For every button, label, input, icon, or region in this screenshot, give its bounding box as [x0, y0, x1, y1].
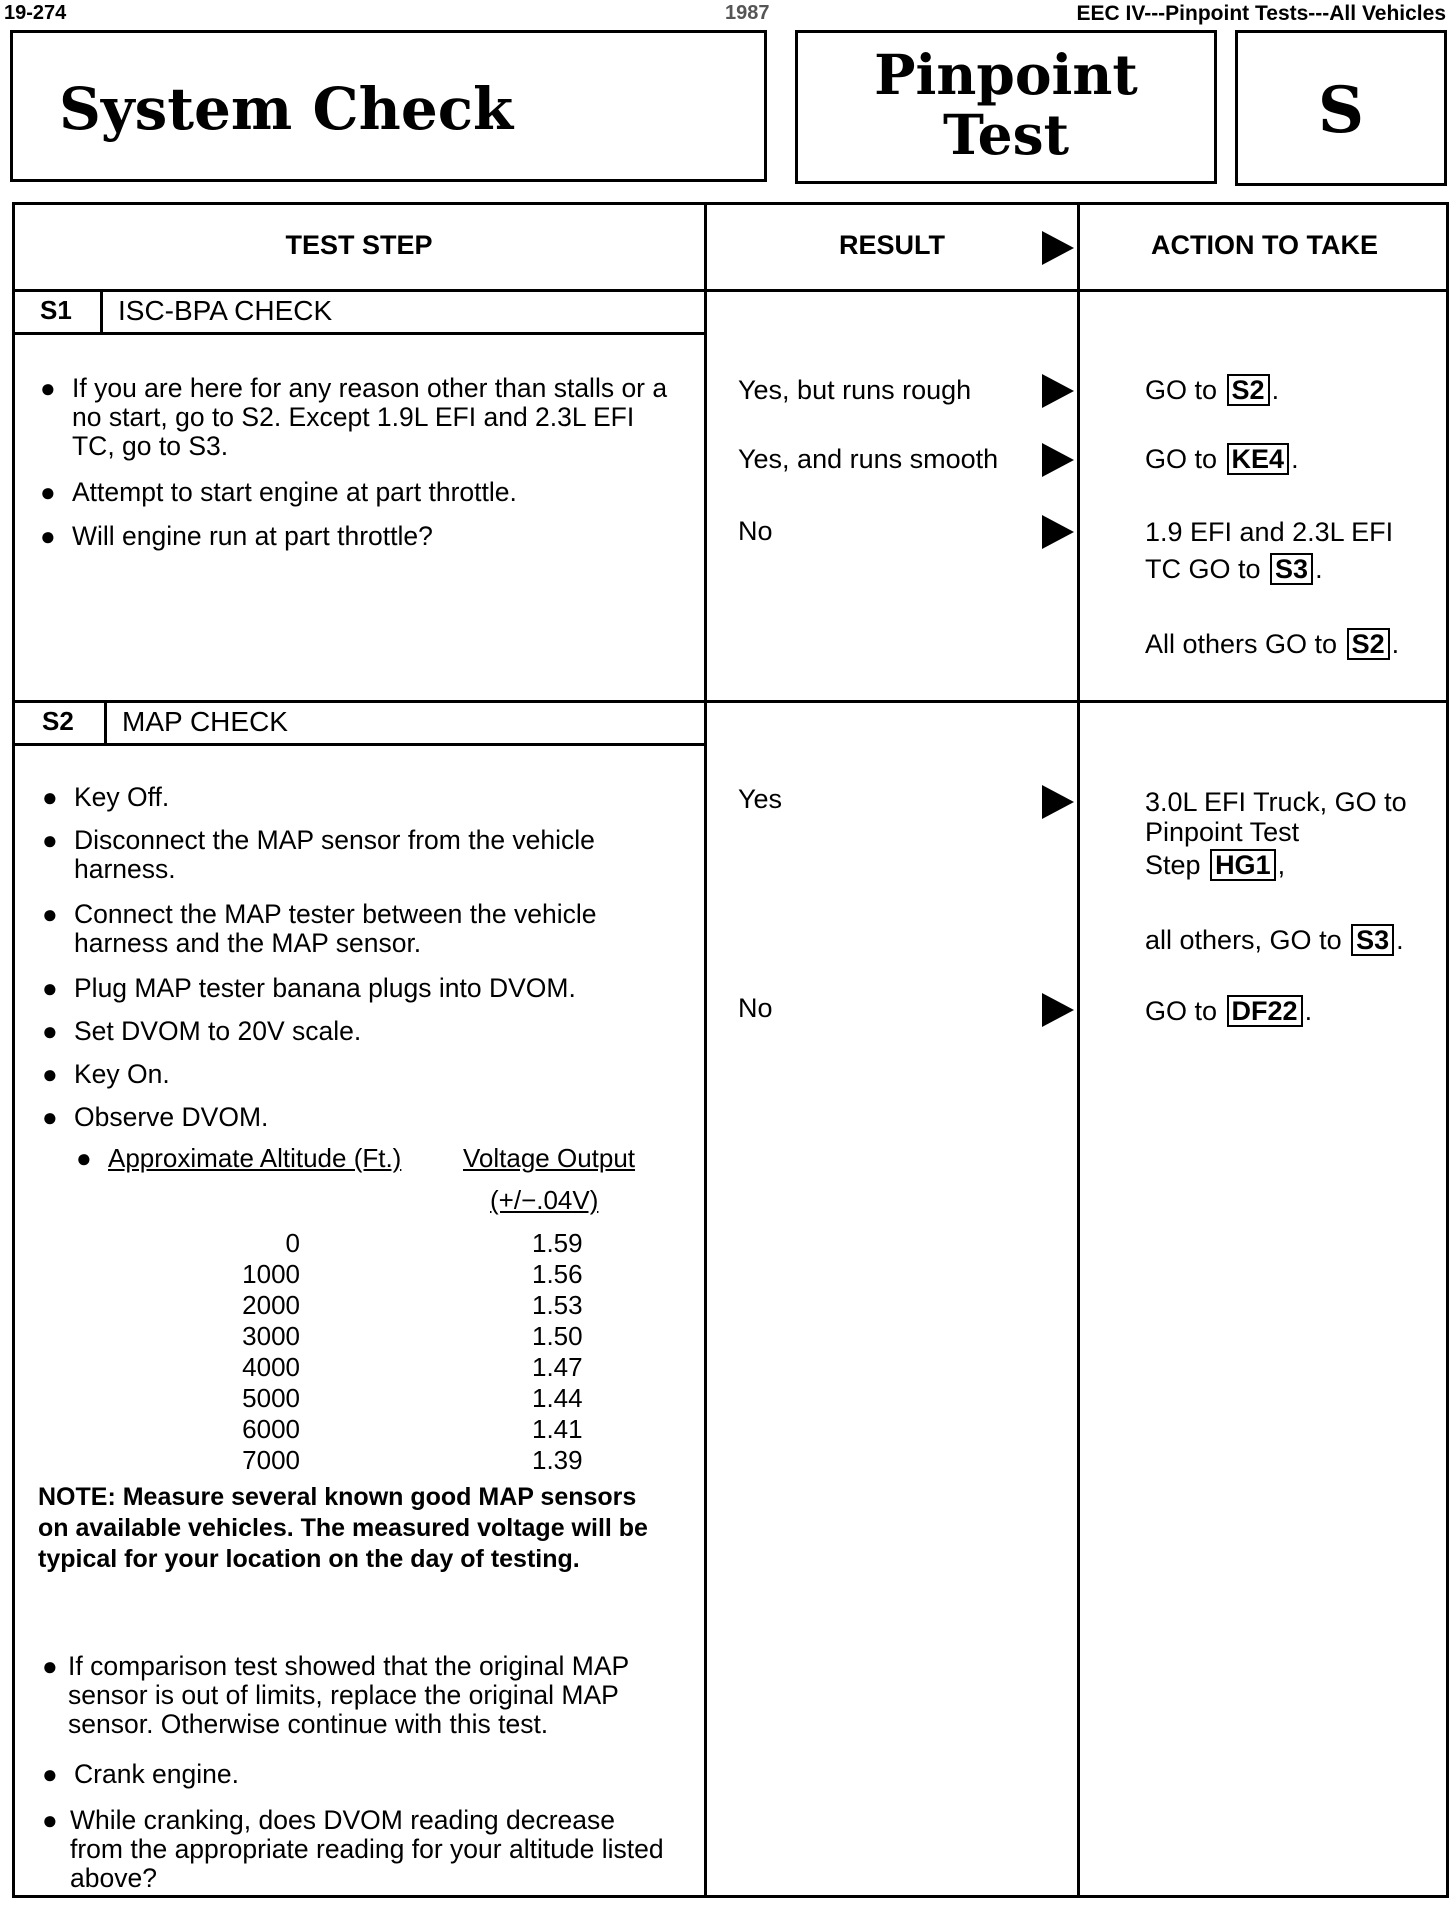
s2-bullet-5-text: Set DVOM to 20V scale.: [74, 1016, 362, 1046]
s1-action-3-line1: 1.9 EFI and 2.3L EFI: [1145, 517, 1394, 547]
s2-bullet-3-text: Connect the MAP tester between the vehicle harness and the MAP sensor.: [74, 899, 597, 958]
bullet-icon: ●: [40, 521, 56, 551]
punct: .: [1304, 996, 1313, 1026]
s2-bullet-4-text: Plug MAP tester banana plugs into DVOM.: [74, 973, 576, 1003]
s1-result-2: Yes, and runs smooth: [738, 444, 999, 474]
arrow-right-icon: [1042, 785, 1074, 819]
s2-bullet-4: [42, 974, 682, 1003]
s2-code: S2: [42, 706, 74, 736]
s1-result-3: No: [738, 516, 773, 546]
altitude-col-header: Approximate Altitude (Ft.): [108, 1143, 402, 1173]
bullet-icon: ●: [42, 1016, 58, 1046]
altitude-value: 6000: [242, 1414, 300, 1444]
bullet-icon: ●: [40, 373, 56, 403]
s1-action-3: [1145, 517, 1393, 585]
year-label: 1987: [725, 2, 770, 24]
bullet-icon: ●: [42, 1102, 58, 1132]
s2-action-1-line2: Pinpoint Test: [1145, 817, 1300, 847]
s2-bullet-7: [42, 1103, 682, 1132]
section-title: EEC IV---Pinpoint Tests---All Vehicles: [1076, 2, 1446, 25]
bullet-icon: ●: [42, 782, 58, 812]
s2-action-3: [1145, 995, 1312, 1027]
s2-bullet-1-text: Key Off.: [74, 782, 170, 812]
s1-action-4: [1145, 628, 1399, 660]
s1-bullet-3: [40, 522, 680, 551]
s2-bullet-9: [42, 1760, 682, 1789]
bullet-icon: ●: [42, 1651, 58, 1681]
arrow-right-icon: [1042, 515, 1074, 549]
s2-bullet-9-text: Crank engine.: [74, 1759, 239, 1789]
bullet-icon: ●: [40, 477, 56, 507]
voltage-value: 1.50: [532, 1321, 583, 1351]
bullet-icon: ●: [42, 1059, 58, 1089]
col-test-step: TEST STEP: [285, 230, 433, 260]
altitude-value: 1000: [242, 1259, 300, 1289]
s2-bullet-10-text: While cranking, does DVOM reading decrease from the appropriate reading for your altitude listed above?: [70, 1805, 664, 1893]
step-ref-s3[interactable]: S3: [1270, 553, 1313, 585]
s2-action-1-text: Step: [1145, 850, 1201, 880]
altitude-value: 5000: [242, 1383, 300, 1413]
s2-bullet-3: [42, 900, 662, 958]
measurement-note: NOTE: Measure several known good MAP sensors on available vehicles. The measured voltage will be typical for your location on the day of testing.: [38, 1483, 648, 1573]
voltage-col-header: Voltage Output: [463, 1143, 636, 1173]
voltage-value: 1.53: [532, 1290, 583, 1320]
s1-action-4-text: All others GO to: [1145, 629, 1338, 659]
voltage-value: 1.59: [532, 1228, 583, 1258]
s2-result-1: Yes: [738, 784, 783, 814]
punct: .: [1291, 444, 1299, 474]
s1-bullet-1: [40, 374, 680, 461]
pinpoint-title-line2: Test: [943, 102, 1069, 167]
step-ref-s3[interactable]: S3: [1351, 924, 1394, 956]
s1-code: S1: [40, 295, 72, 325]
altitude-value: 2000: [242, 1290, 300, 1320]
bullet-icon: ●: [42, 899, 58, 929]
punct: .: [1271, 375, 1280, 405]
punct: .: [1391, 629, 1400, 659]
punct: ,: [1277, 850, 1286, 880]
pinpoint-test-title: [798, 42, 1214, 167]
arrow-right-icon: [1042, 443, 1074, 477]
voltage-value: 1.39: [532, 1445, 583, 1475]
s2-bullet-8-text: If comparison test showed that the original MAP sensor is out of limits, replace the original MAP sensor. Otherwise continue with this test.: [68, 1651, 629, 1739]
altitude-value: 3000: [242, 1321, 300, 1351]
s2-action-2-text: all others, GO to: [1145, 925, 1342, 955]
s1-action-3-text: TC GO to: [1145, 554, 1261, 584]
s1-action-2-text: GO to: [1145, 444, 1218, 474]
altitude-value: 7000: [242, 1445, 300, 1475]
s1-bullet-3-text: Will engine run at part throttle?: [72, 521, 433, 551]
voltage-tolerance: (+/−.04V): [490, 1185, 599, 1215]
bullet-icon: ●: [42, 973, 58, 1003]
s1-action-3-line2: [1145, 553, 1393, 585]
s2-bullet-6: [42, 1060, 682, 1089]
s1-action-1-text: GO to: [1145, 375, 1218, 405]
col-result: RESULT: [839, 230, 945, 260]
voltage-value: 1.44: [532, 1383, 583, 1413]
altitude-value: 4000: [242, 1352, 300, 1382]
s2-result-2: No: [738, 993, 773, 1023]
s2-action-1-line3: [1145, 849, 1407, 881]
s1-label-row: [14, 292, 704, 335]
system-check-title: System Check: [59, 75, 514, 143]
s1-title: ISC-BPA CHECK: [118, 295, 333, 326]
s1-action-1: [1145, 374, 1279, 406]
test-letter-box: [1235, 30, 1447, 186]
s2-label-divider: [104, 703, 107, 743]
s2-action-1-line1: 3.0L EFI Truck, GO to: [1145, 787, 1407, 817]
s2-bullet-10: [42, 1806, 672, 1893]
s1-bullet-2-text: Attempt to start engine at part throttle.: [72, 477, 517, 507]
step-ref-ke4[interactable]: KE4: [1227, 443, 1290, 475]
step-ref-s2[interactable]: S2: [1347, 628, 1390, 660]
s2-bullet-8: [42, 1652, 657, 1739]
s2-bullet-2: [42, 826, 662, 884]
step-ref-hg1[interactable]: HG1: [1210, 849, 1276, 881]
altitude-value: 0: [285, 1228, 300, 1258]
altitude-table-bullet: ●: [76, 1143, 92, 1173]
s2-bullet-6-text: Key On.: [74, 1059, 170, 1089]
s1-bullet-1-text: If you are here for any reason other than stalls or a no start, go to S2. Except 1.9L EFI and 2.3L EFI TC, go to S3.: [72, 373, 668, 461]
s1-label-divider: [100, 292, 103, 332]
arrow-right-icon: [1042, 993, 1074, 1027]
s2-bullet-5: [42, 1017, 682, 1046]
col-action: ACTION TO TAKE: [1151, 230, 1378, 260]
s2-bullet-7-text: Observe DVOM.: [74, 1102, 269, 1132]
punct: .: [1315, 554, 1323, 584]
bullet-icon: ●: [42, 1805, 58, 1835]
s2-label-row: [14, 703, 704, 746]
punct: .: [1396, 925, 1404, 955]
test-letter: S: [1317, 73, 1365, 148]
bullet-icon: ●: [42, 825, 58, 855]
pinpoint-test-box: [795, 30, 1217, 184]
s2-action-2: [1145, 924, 1404, 956]
voltage-value: 1.56: [532, 1259, 583, 1289]
s2-action-1: [1145, 787, 1407, 881]
s1-bullet-2: [40, 478, 680, 507]
step-ref-df22[interactable]: DF22: [1227, 995, 1303, 1027]
s2-action-3-text: GO to: [1145, 996, 1218, 1026]
column-divider-2: [1077, 202, 1080, 1898]
voltage-value: 1.47: [532, 1352, 583, 1382]
system-check-box: [10, 30, 767, 182]
s2-title: MAP CHECK: [122, 706, 288, 737]
bullet-icon: ●: [42, 1759, 58, 1789]
arrow-right-icon: [1042, 374, 1074, 408]
s1-action-2: [1145, 443, 1299, 475]
voltage-value: 1.41: [532, 1414, 583, 1444]
pinpoint-title-line1: Pinpoint: [874, 42, 1138, 107]
column-divider-1: [704, 202, 707, 1898]
page-number: 19-274: [4, 2, 67, 24]
step-ref-s2[interactable]: S2: [1227, 374, 1270, 406]
s2-bullet-2-text: Disconnect the MAP sensor from the vehicle harness.: [74, 825, 595, 884]
s1-result-1: Yes, but runs rough: [738, 375, 972, 405]
result-arrow-icon: [1042, 231, 1074, 265]
s2-bullet-1: [42, 783, 682, 812]
